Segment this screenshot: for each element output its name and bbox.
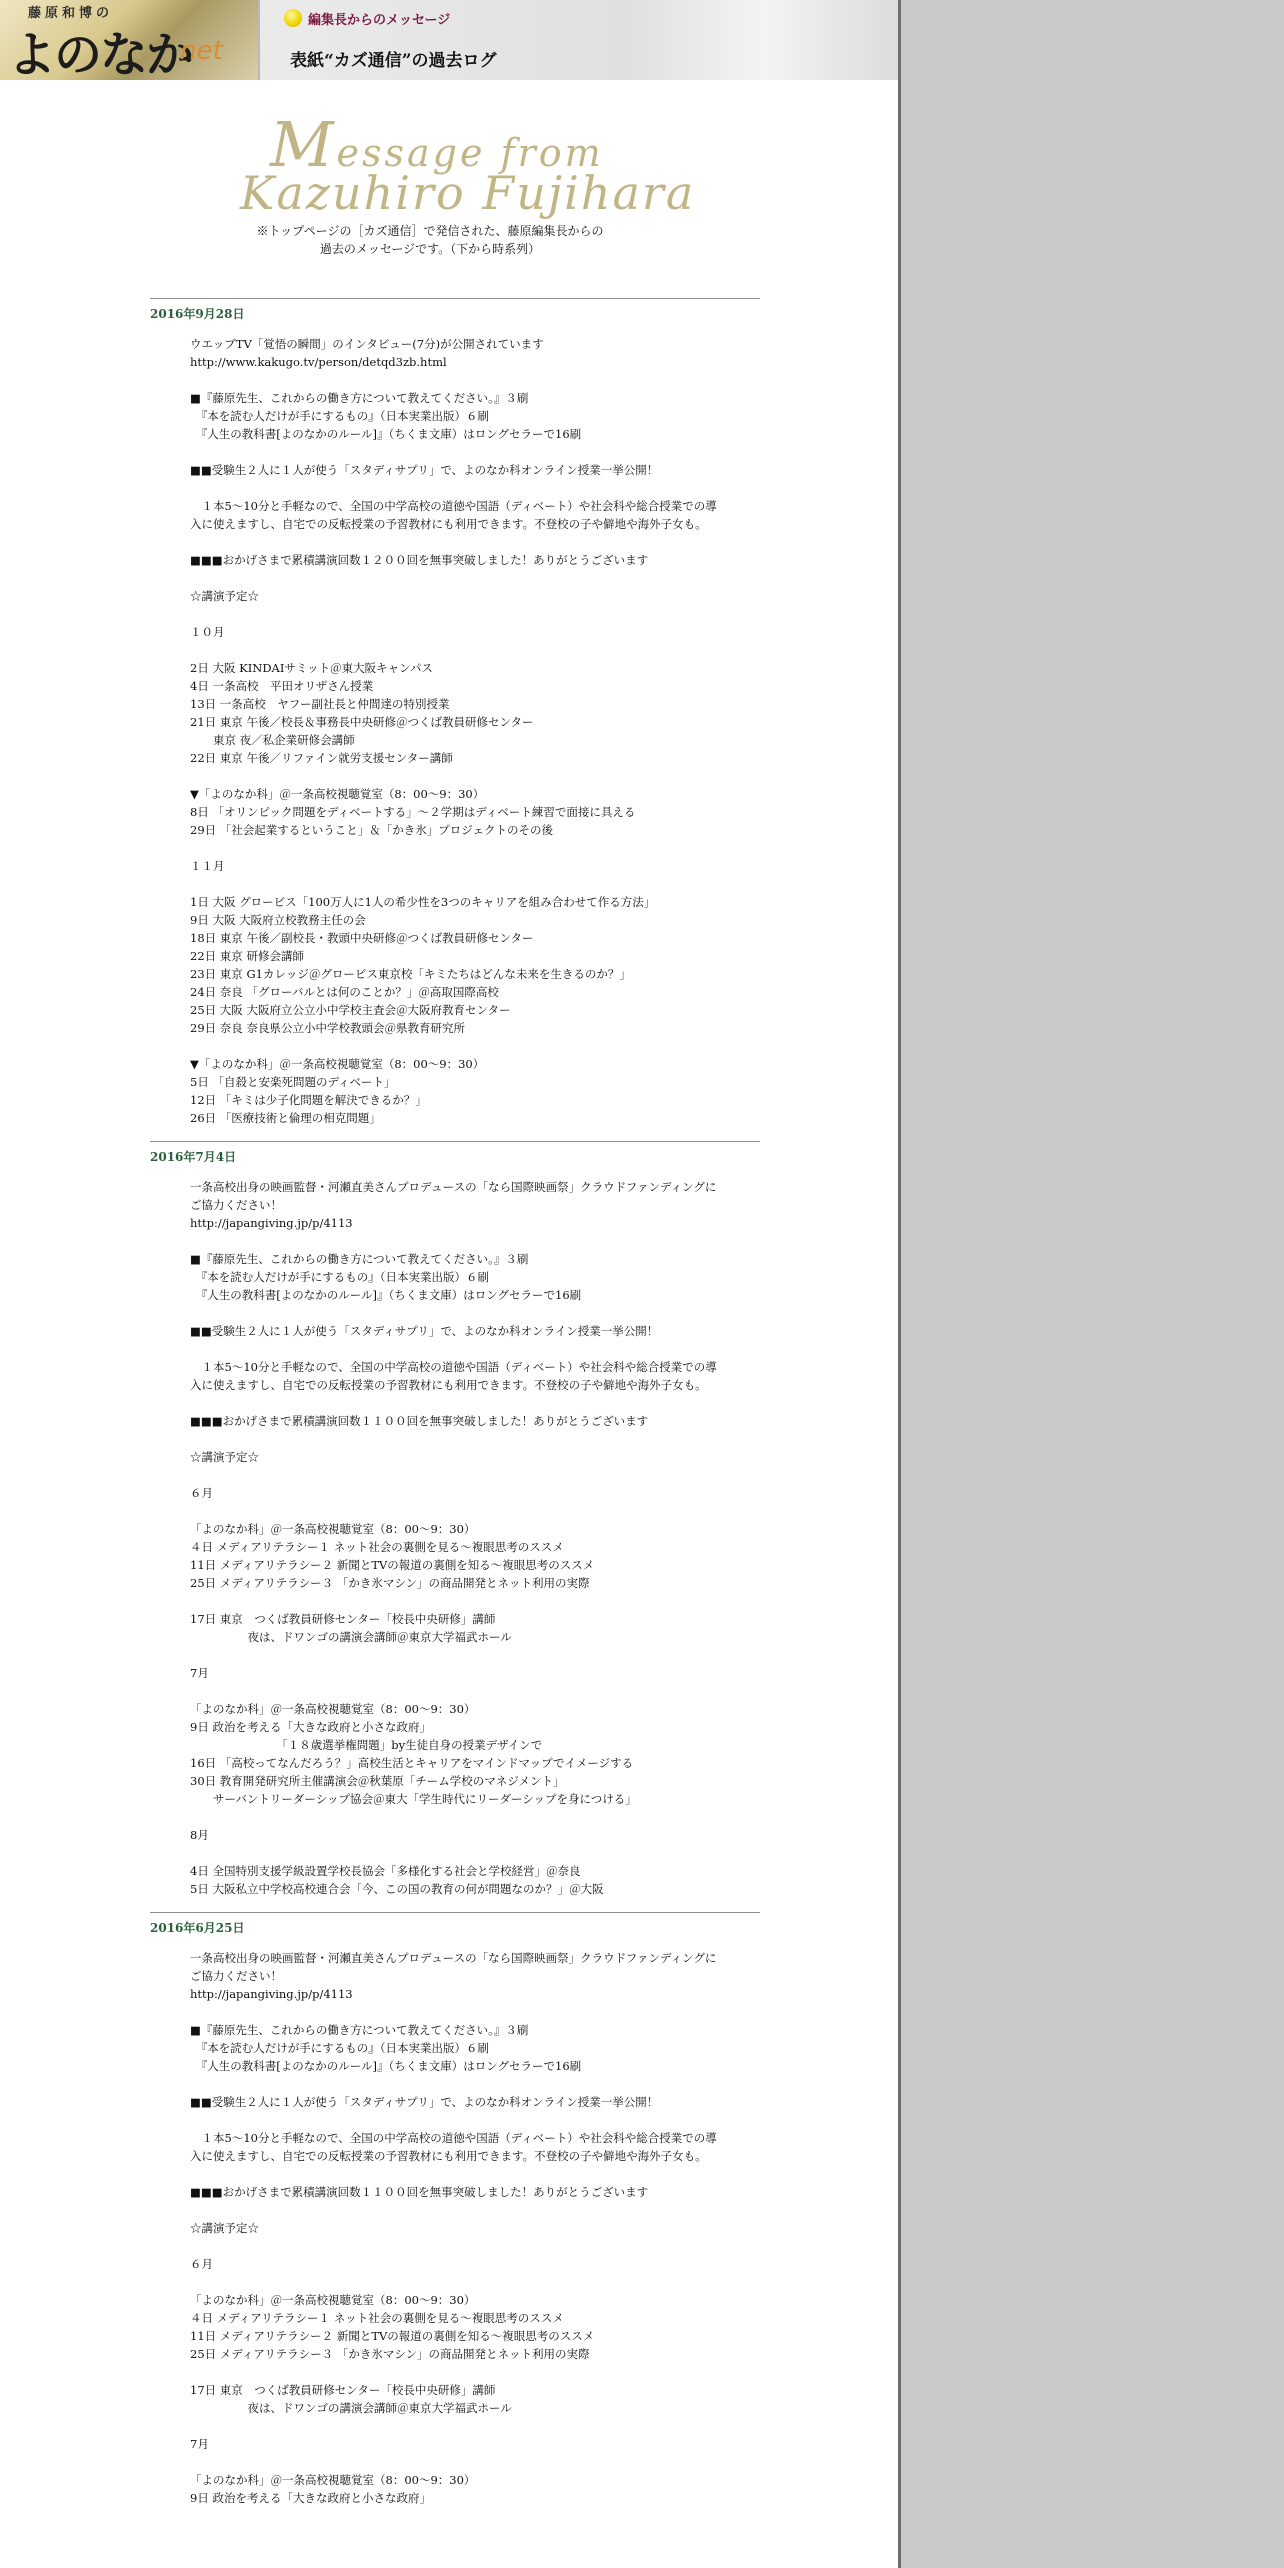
site-logo[interactable] <box>0 0 260 80</box>
log-entry <box>150 1912 760 2507</box>
entry-link[interactable]: http://japangiving.jp/p/4113 <box>190 1987 353 2001</box>
entry-line: 2日 大阪 KINDAIサミット＠東大阪キャンパス <box>190 661 433 675</box>
entry-line <box>190 1646 720 1664</box>
entry-line: 夜は、ドワンゴの講演会講師＠東京大学福武ホール <box>190 1630 512 1644</box>
entry-line: １本5～10分と手軽なので、全国の中学高校の道徳や国語（ディベート）や社会科や総合授業での導入に使えますし、自宅での反転授業の予習教材にも利用できます。不登校の子や僻地や海外子女も。 <box>190 1360 717 1392</box>
entry-link[interactable]: http://japangiving.jp/p/4113 <box>190 1216 353 1230</box>
entry-line: 「よのなか科」＠一条高校視聴覚室（8：00～9：30） <box>190 1702 476 1716</box>
message-label: 編集長からのメッセージ <box>308 13 451 28</box>
entry-line: 「よのなか科」＠一条高校視聴覚室（8：00～9：30） <box>190 1522 476 1536</box>
entry-line <box>190 875 720 893</box>
entry-line: ウエッブTV「覚悟の瞬間」のインタビュー(7分)が公開されています <box>190 337 544 351</box>
entry-line: １本5～10分と手軽なので、全国の中学高校の道徳や国語（ディベート）や社会科や総合授業での導入に使えますし、自宅での反転授業の予習教材にも利用できます。不登校の子や僻地や海外子女も。 <box>190 2131 717 2163</box>
entry-line: 17日 東京 つくば教員研修センター「校長中央研修」講師 <box>190 1612 496 1626</box>
entry-body <box>190 335 720 1127</box>
entry-line <box>190 839 720 857</box>
page-title: 表紙“カズ通信”の過去ログ <box>290 51 497 71</box>
entry-line <box>190 1340 720 1358</box>
entry-line <box>190 605 720 623</box>
entry-line: ■『藤原先生、これからの働き方について教えてください。』３刷 <box>190 1252 529 1266</box>
entry-line: 17日 東京 つくば教員研修センター「校長中央研修」講師 <box>190 2383 496 2397</box>
entry-line <box>190 2273 720 2291</box>
entry-line: 22日 東京 午後／リファイン就労支援センター講師 <box>190 751 453 765</box>
entry-line <box>190 1682 720 1700</box>
entry-line <box>190 2201 720 2219</box>
entry-line: 16日 「高校ってなんだろう？」高校生活とキャリアをマインドマップでイメージする <box>190 1756 634 1770</box>
entry-date: 2016年6月25日 <box>150 1921 245 1935</box>
entry-date: 2016年7月4日 <box>150 1150 237 1164</box>
logo-net: net <box>180 36 223 66</box>
entry-line: 「１８歳選挙権問題」by生徒自身の授業デザインで <box>190 1738 543 1752</box>
entry-line: 一条高校出身の映画監督・河瀬直美さんプロデュースの「なら国際映画祭」クラウドファンディングにご協力ください！ <box>190 1180 717 1212</box>
entry-line: ■■受験生２人に１人が使う「スタディサプリ」で、よのなか科オンライン授業一挙公開！ <box>190 1324 659 1338</box>
banner-initial: M <box>270 108 337 181</box>
entry-line: 「よのなか科」＠一条高校視聴覚室（8：00～9：30） <box>190 2293 476 2307</box>
entry-line <box>190 767 720 785</box>
entry-line <box>190 371 720 389</box>
entry-line: 22日 東京 研修会講師 <box>190 949 304 963</box>
entry-link[interactable]: http://www.kakugo.tv/person/detqd3zb.html <box>190 355 447 369</box>
entry-line: 『人生の教科書[よのなかのルール]』（ちくま文庫）はロングセラーで16刷 <box>190 2059 582 2073</box>
entry-line: 8月 <box>190 1828 209 1842</box>
entry-line: １０月 <box>190 625 225 639</box>
entry-line: 東京 夜／私企業研修会講師 <box>190 733 355 747</box>
entry-line: 1日 大阪 グロービス「100万人に1人の希少性を3つのキャリアを組み合わせて作る方法」 <box>190 895 656 909</box>
entry-line: ■■受験生２人に１人が使う「スタディサプリ」で、よのなか科オンライン授業一挙公開！ <box>190 2095 659 2109</box>
entry-line <box>190 2453 720 2471</box>
entry-line: １本5～10分と手軽なので、全国の中学高校の道徳や国語（ディベート）や社会科や総合授業での導入に使えますし、自宅での反転授業の予習教材にも利用できます。不登校の子や僻地や海外子女も。 <box>190 499 717 531</box>
entry-line <box>190 1037 720 1055</box>
entry-line: 『人生の教科書[よのなかのルール]』（ちくま文庫）はロングセラーで16刷 <box>190 427 582 441</box>
entry-line <box>190 1304 720 1322</box>
entry-line: ■『藤原先生、これからの働き方について教えてください。』３刷 <box>190 2023 529 2037</box>
entry-line: ６月 <box>190 1486 213 1500</box>
banner-line-2: Kazuhiro Fujihara <box>240 166 696 220</box>
entry-body <box>190 1178 720 1898</box>
entry-line: 25日 大阪 大阪府立公立小中学校主査会＠大阪府教育センター <box>190 1003 511 1017</box>
entry-line <box>190 1430 720 1448</box>
entry-line: 25日 メディアリテラシー３ 「かき氷マシン」の商品開発とネット利用の実際 <box>190 1576 590 1590</box>
entry-line <box>190 2363 720 2381</box>
entry-line: 『本を読む人だけが手にするもの』（日本実業出版）６刷 <box>190 2041 489 2055</box>
entry-line: サーバントリーダーシップ協会＠東大「学生時代にリーダーシップを身につける」 <box>190 1792 637 1806</box>
entry-line: 『人生の教科書[よのなかのルール]』（ちくま文庫）はロングセラーで16刷 <box>190 1288 582 1302</box>
entry-line <box>190 479 720 497</box>
entry-line: 25日 メディアリテラシー３ 「かき氷マシン」の商品開発とネット利用の実際 <box>190 2347 590 2361</box>
entry-line: 5日 大阪私立中学校高校連合会「今、この国の教育の何が問題なのか？」＠大阪 <box>190 1882 604 1896</box>
entry-line: 30日 教育開発研究所主催講演会＠秋葉原「チーム学校のマネジメント」 <box>190 1774 565 1788</box>
log-entry <box>150 1141 760 1898</box>
entry-line: 4日 一条高校 平田オリザさん授業 <box>190 679 374 693</box>
entry-line: 一条高校出身の映画監督・河瀬直美さんプロデュースの「なら国際映画祭」クラウドファンディングにご協力ください！ <box>190 1951 717 1983</box>
entry-body <box>190 1949 720 2507</box>
entry-line <box>190 1394 720 1412</box>
logo-tagline: 藤原和博の <box>28 6 114 21</box>
entry-line <box>190 2165 720 2183</box>
entry-line: 5日 「自殺と安楽死問題のディベート」 <box>190 1075 396 1089</box>
entry-line: 24日 奈良 「グローバルとは何のことか？」＠高取国際高校 <box>190 985 499 999</box>
entry-line: 21日 東京 午後／校長＆事務長中央研修＠つくば教員研修センター <box>190 715 534 729</box>
entry-line: ■■■おかげさまで累積講演回数１１００回を無事突破しました！ありがとうございます <box>190 1414 649 1428</box>
entry-line: ▼「よのなか科」＠一条高校視聴覚室（8：00～9：30） <box>190 787 485 801</box>
entry-line: 29日 奈良 奈良県公立小中学校教頭会＠県教育研究所 <box>190 1021 465 1035</box>
page-header <box>0 0 898 80</box>
entry-line <box>190 1844 720 1862</box>
entry-line <box>190 641 720 659</box>
log-entries <box>150 298 760 2521</box>
entry-line <box>190 533 720 551</box>
intro-text <box>230 222 630 258</box>
entry-line: ☆講演予定☆ <box>190 589 259 603</box>
entry-line <box>190 1808 720 1826</box>
entry-line: 18日 東京 午後／副校長・教頭中央研修＠つくば教員研修センター <box>190 931 534 945</box>
entry-line: ■『藤原先生、これからの働き方について教えてください。』３刷 <box>190 391 529 405</box>
entry-line: ■■■おかげさまで累積講演回数１２００回を無事突破しました！ありがとうございます <box>190 553 649 567</box>
banner-line-1-rest: essage from <box>336 131 604 175</box>
entry-line: 夜は、ドワンゴの講演会講師＠東京大学福武ホール <box>190 2401 512 2415</box>
entry-line: 7月 <box>190 2437 209 2451</box>
entry-line <box>190 2237 720 2255</box>
intro-line-2: 過去のメッセージです。（下から時系列） <box>319 242 541 256</box>
entry-line: １１月 <box>190 859 225 873</box>
entry-line: 23日 東京 G1カレッジ＠グロービス東京校「キミたちはどんな未来を生きるのか？」 <box>190 967 631 981</box>
entry-line: ■■受験生２人に１人が使う「スタディサプリ」で、よのなか科オンライン授業一挙公開！ <box>190 463 659 477</box>
entry-line <box>190 1466 720 1484</box>
entry-line: ☆講演予定☆ <box>190 2221 259 2235</box>
logo-wordmark: よのなか <box>8 27 193 80</box>
entry-line: 11日 メディアリテラシー２ 新聞とTVの報道の裏側を知る～複眼思考のススメ <box>190 2329 595 2343</box>
entry-line: ４日 メディアリテラシー１ ネット社会の裏側を見る～複眼思考のススメ <box>190 1540 564 1554</box>
entry-line <box>190 1232 720 1250</box>
entry-line <box>190 2003 720 2021</box>
entry-line: 26日 「医療技術と倫理の相克問題」 <box>190 1111 381 1125</box>
entry-line: ■■■おかげさまで累積講演回数１１００回を無事突破しました！ありがとうございます <box>190 2185 649 2199</box>
entry-line: 4日 全国特別支援学級設置学校長協会「多様化する社会と学校経営」＠奈良 <box>190 1864 581 1878</box>
entry-line: 9日 政治を考える「大きな政府と小さな政府」 <box>190 2491 431 2505</box>
entry-line: 11日 メディアリテラシー２ 新聞とTVの報道の裏側を知る～複眼思考のススメ <box>190 1558 595 1572</box>
entry-line: ☆講演予定☆ <box>190 1450 259 1464</box>
message-banner <box>230 108 696 220</box>
right-background <box>901 0 1284 2568</box>
entry-line: 8日 「オリンピック問題をディベートする」～２学期はディベート練習で面接に具える <box>190 805 636 819</box>
entry-line: 29日 「社会起業するということ」＆「かき氷」プロジェクトのその後 <box>190 823 554 837</box>
entry-line: ▼「よのなか科」＠一条高校視聴覚室（8：00～9：30） <box>190 1057 485 1071</box>
entry-line <box>190 2417 720 2435</box>
entry-line <box>190 2111 720 2129</box>
entry-line <box>190 443 720 461</box>
entry-line <box>190 1592 720 1610</box>
entry-line: ４日 メディアリテラシー１ ネット社会の裏側を見る～複眼思考のススメ <box>190 2311 564 2325</box>
entry-line: 12日 「キミは少子化問題を解決できるか？」 <box>190 1093 427 1107</box>
entry-line <box>190 569 720 587</box>
entry-line: 「よのなか科」＠一条高校視聴覚室（8：00～9：30） <box>190 2473 476 2487</box>
log-entry <box>150 298 760 1127</box>
yellow-dot-icon <box>284 9 302 27</box>
entry-line: 13日 一条高校 ヤフー副社長と仲間達の特別授業 <box>190 697 450 711</box>
entry-line: 『本を読む人だけが手にするもの』（日本実業出版）６刷 <box>190 1270 489 1284</box>
entry-line: 9日 大阪 大阪府立校教務主任の会 <box>190 913 366 927</box>
entry-line: 7月 <box>190 1666 209 1680</box>
entry-line <box>190 1502 720 1520</box>
entry-line <box>190 2075 720 2093</box>
entry-date: 2016年9月28日 <box>150 307 245 321</box>
entry-line: ６月 <box>190 2257 213 2271</box>
intro-line-1: ※トップページの［カズ通信］で発信された、藤原編集長からの <box>256 224 604 238</box>
entry-line: 『本を読む人だけが手にするもの』（日本実業出版）６刷 <box>190 409 489 423</box>
entry-line: 9日 政治を考える「大きな政府と小さな政府」 <box>190 1720 431 1734</box>
